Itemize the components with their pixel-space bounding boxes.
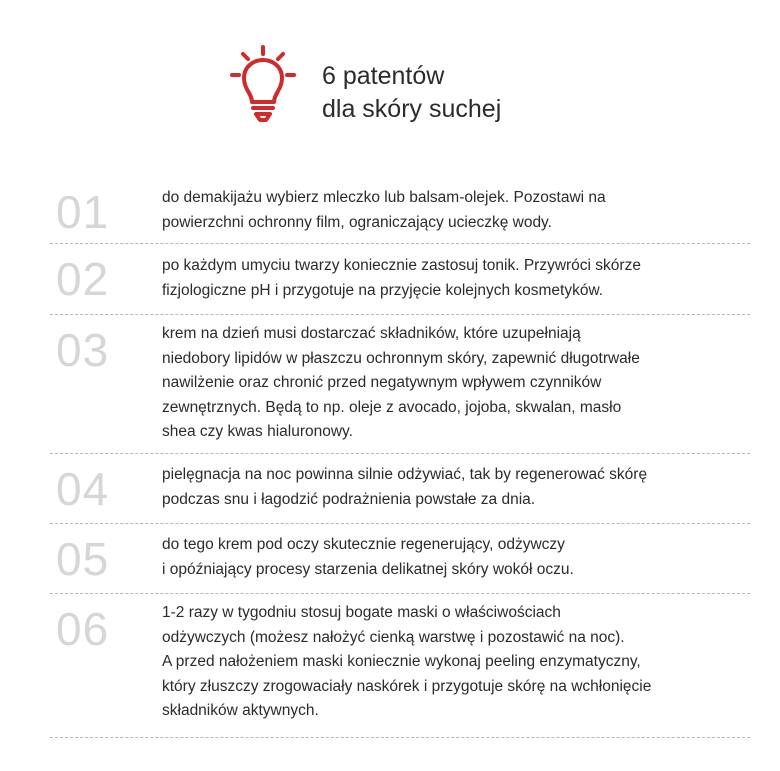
tip-line: niedobory lipidów w płaszczu ochronnym skóry, zapewnić długotrwałe: [162, 349, 640, 367]
tip-text: [162, 186, 732, 235]
tip-line: zewnętrznych. Będą to np. oleje z avocado, jojoba, skwalan, masło: [162, 398, 622, 416]
tip-number: 06: [56, 603, 110, 655]
tip-line: i opóźniający procesy starzenia delikatnej skóry wokół oczu.: [162, 560, 574, 578]
tip-item-03: [50, 315, 750, 454]
tip-line: podczas snu i łagodzić podrażnienia powstałe za dnia.: [162, 490, 536, 508]
tip-number: 01: [56, 186, 110, 238]
page-title: [322, 60, 501, 126]
tip-line: A przed nałożeniem maski koniecznie wykonaj peeling enzymatyczny,: [162, 653, 641, 670]
tip-line: do demakijażu wybierz mleczko lub balsam-olejek. Pozostawi na: [162, 189, 606, 206]
tip-number: 05: [56, 533, 110, 585]
tip-line: krem na dzień musi dostarczać składników, które uzupełniają: [162, 325, 581, 342]
tip-text: [162, 533, 732, 582]
tip-item-04: [50, 454, 750, 524]
tip-number: 02: [56, 253, 110, 305]
tip-number: 04: [56, 463, 110, 515]
tip-number: 03: [56, 324, 110, 376]
title-line-1: 6 patentów: [322, 62, 445, 90]
tip-item-02: [50, 244, 750, 315]
tip-line: po każdym umyciu twarzy koniecznie zastosuj tonik. Przywróci skórze: [162, 257, 641, 274]
lightbulb-icon: [226, 44, 300, 126]
tip-item-01: [50, 176, 750, 244]
tip-line: który złuszczy zrogowaciały naskórek i przygotuje skórę na wchłonięcie: [162, 677, 652, 695]
tip-line: składników aktywnych.: [162, 702, 319, 719]
tip-line: nawilżenie oraz chronić przed negatywnym wpływem czynników: [162, 374, 602, 391]
tip-item-06: [50, 594, 750, 738]
tip-line: odżywczych (możesz nałożyć cienką warstwę i pozostawić na noc).: [162, 628, 625, 646]
tip-text: [162, 463, 732, 512]
title-line-2: dla skóry suchej: [322, 95, 502, 123]
tips-list: [50, 176, 750, 738]
tip-line: fizjologiczne pH i przygotuje na przyjęcie kolejnych kosmetyków.: [162, 281, 604, 299]
tip-text: [162, 322, 732, 445]
header: [0, 0, 780, 150]
tip-line: pielęgnacja na noc powinna silnie odżywiać, tak by regenerować skórę: [162, 466, 648, 483]
tip-line: shea czy kwas hialuronowy.: [162, 423, 353, 440]
tip-item-05: [50, 524, 750, 594]
tip-line: powierzchni ochronny film, ograniczający ucieczkę wody.: [162, 213, 552, 231]
tip-line: do tego krem pod oczy skutecznie regenerujący, odżywczy: [162, 536, 565, 553]
tip-text: [162, 601, 732, 724]
tip-line: 1-2 razy w tygodniu stosuj bogate maski o właściwościach: [162, 604, 561, 621]
tip-text: [162, 254, 732, 303]
